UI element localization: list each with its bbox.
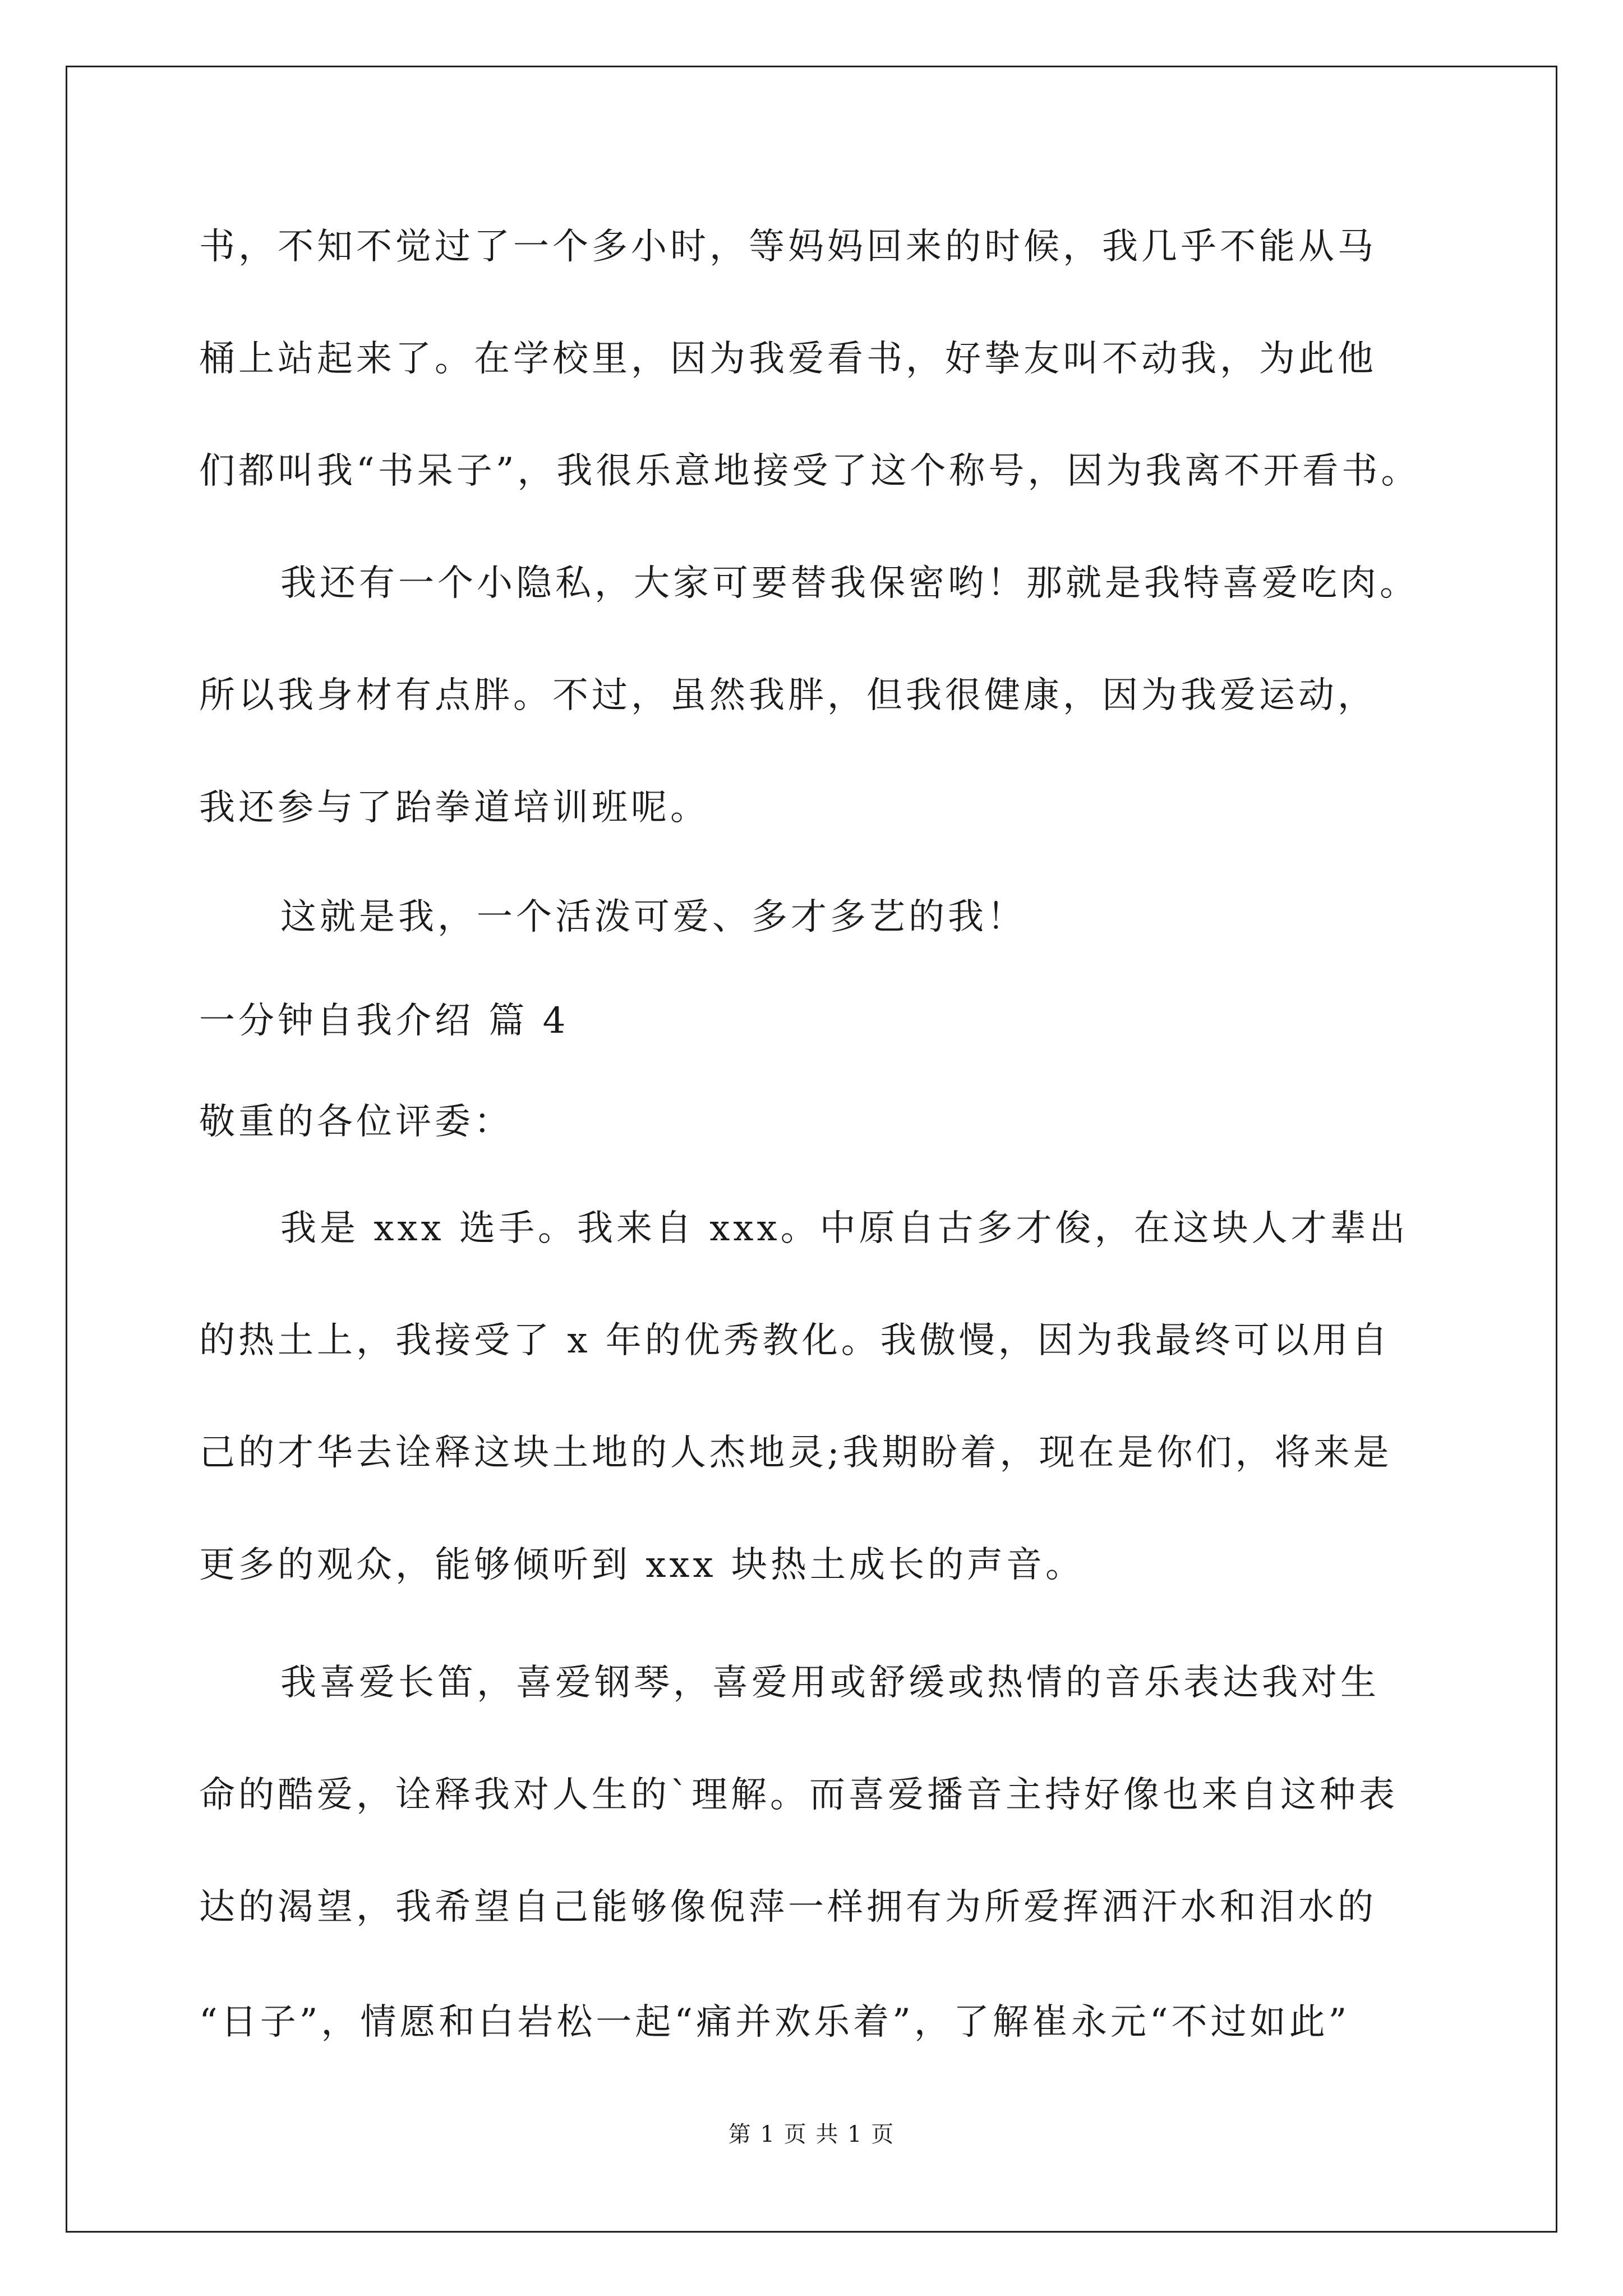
paragraph-line: 的热土上，我接受了 x 年的优秀教化。我傲慢，因为我最终可以用自 [199, 1320, 1391, 1361]
paragraph-line: 们都叫我“书呆子”，我很乐意地接受了这个称号，因为我离不开看书。 [199, 450, 1421, 492]
paragraph-line: 己的才华去诠释这块土地的人杰地灵;我期盼着，现在是你们，将来是 [199, 1432, 1393, 1474]
salutation: 敬重的各位评委： [199, 1101, 513, 1143]
page-footer: 第 1 页 共 1 页 [728, 2122, 895, 2147]
section-heading: 一分钟自我介绍 篇 4 [199, 1000, 569, 1042]
paragraph-line: 更多的观众，能够倾听到 xxx 块热土成长的声音。 [199, 1544, 1085, 1586]
paragraph-line: 我喜爱长笛，喜爱钢琴，喜爱用或舒缓或热情的音乐表达我对生 [280, 1662, 1380, 1704]
paragraph-line: 我还参与了跆拳道培训班呢。 [199, 787, 709, 829]
paragraph-line: 书，不知不觉过了一个多小时，等妈妈回来的时候，我几乎不能从马 [199, 226, 1377, 268]
paragraph-line: 我是 xxx 选手。我来自 xxx。中原自古多才俊，在这块人才辈出 [280, 1208, 1409, 1249]
paragraph-line: 所以我身材有点胖。不过，虽然我胖，但我很健康，因为我爱运动， [199, 675, 1377, 716]
paragraph-line: 我还有一个小隐私，大家可要替我保密哟！那就是我特喜爱吃肉。 [280, 563, 1419, 604]
paragraph-line: “日子”，情愿和白岩松一起“痛并欢乐着”，了解崔永元“不过如此” [199, 2001, 1350, 2043]
paragraph-line: 达的渴望，我希望自己能够像倪萍一样拥有为所爱挥洒汗水和泪水的 [199, 1887, 1377, 1928]
paragraph-line: 这就是我，一个活泼可爱、多才多艺的我！ [280, 896, 1026, 938]
paragraph-line: 桶上站起来了。在学校里，因为我爱看书，好挚友叫不动我，为此他 [199, 338, 1377, 380]
paragraph-line: 命的酷爱，诠释我对人生的`理解。而喜爱播音主持好像也来自这种表 [199, 1774, 1398, 1816]
